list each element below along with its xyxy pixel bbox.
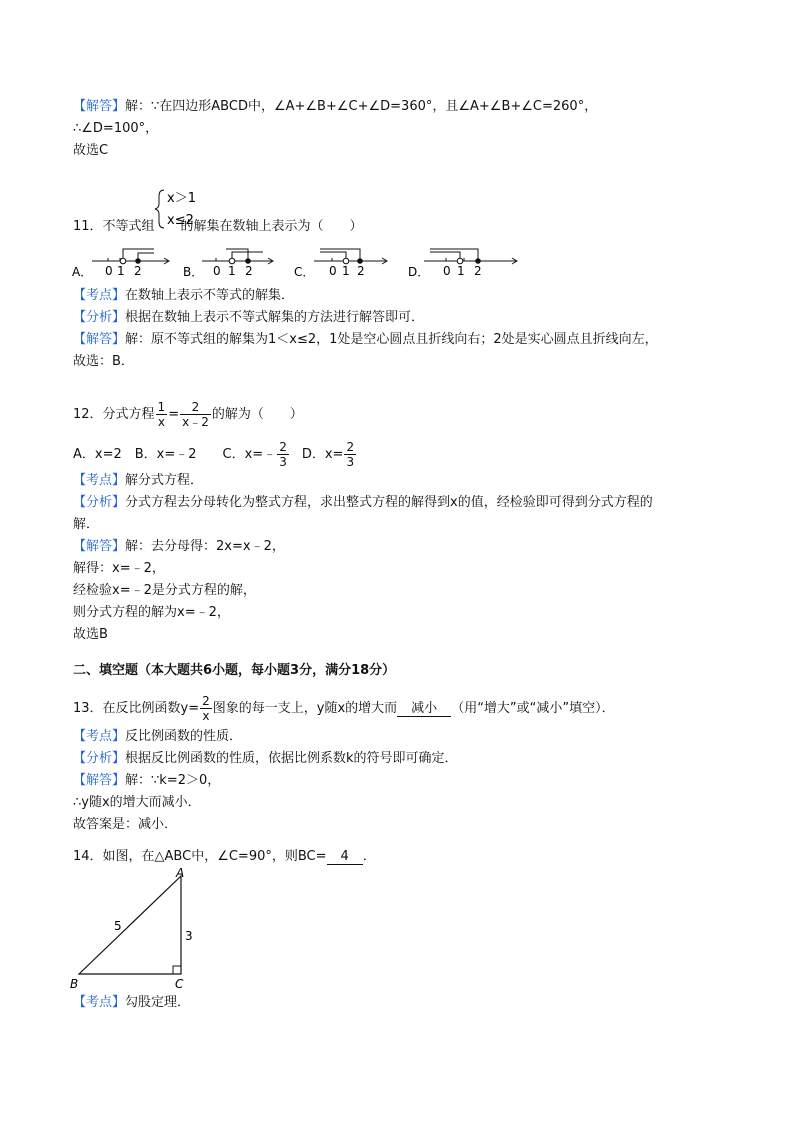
q10-conclusion: 故选C <box>73 143 109 158</box>
opt-d-fraction <box>344 440 356 469</box>
q11-conclusion: 故选：B． <box>73 354 134 369</box>
jieda-tag: 【解答】 <box>73 773 126 788</box>
q12-options <box>73 440 357 470</box>
q12-suffix: 的解为（ ） <box>211 407 303 422</box>
fenxi-tag: 【分析】 <box>73 310 126 325</box>
q12-conclusion: 故选B <box>73 627 108 642</box>
opt-d-den: 3 <box>346 455 355 469</box>
q12-step3: 经检验x=﹣2是分式方程的解， <box>73 583 256 598</box>
q13-step2: ∴y随x的增大而减小． <box>73 795 201 810</box>
q12-kaodian <box>73 472 203 490</box>
q11-question <box>73 218 363 236</box>
q12-kaodian-text: 解分式方程． <box>125 473 204 488</box>
tick-2: 2 <box>357 264 365 278</box>
q10-solution-line <box>73 98 597 116</box>
kaodian-tag: 【考点】 <box>73 473 126 488</box>
option-d[interactable] <box>408 249 517 279</box>
option-a-label: A． <box>72 265 93 279</box>
q11-kaodian <box>73 287 294 305</box>
tick-0: 0 <box>329 264 337 278</box>
tick-1: 1 <box>117 264 125 278</box>
q12-lhs-fraction <box>156 400 168 429</box>
section-heading: 二、填空题（本大题共6小题，每小题3分，满分18分） <box>73 663 396 678</box>
q11-kaodian-text: 在数轴上表示不等式的解集． <box>125 288 295 303</box>
lhs-den: x <box>157 415 165 429</box>
tick-1: 1 <box>342 264 350 278</box>
q10-solution-line2: ∴∠D=100°， <box>73 121 159 136</box>
q13-prefix: 13．在反比例函数y= <box>73 701 200 716</box>
q13-fraction <box>200 694 212 723</box>
option-d-label: D． <box>408 265 430 279</box>
q13-question <box>73 694 615 724</box>
tick-1: 1 <box>228 264 236 278</box>
tick-1: 1 <box>457 264 465 278</box>
q12-eq: = <box>168 407 180 422</box>
q11-prefix: 11．不等式组 <box>73 219 155 234</box>
q12-option-d[interactable]: D．x= <box>301 447 344 462</box>
fenxi-tag: 【分析】 <box>73 495 126 510</box>
inequality-system <box>154 186 214 232</box>
leg-length: 3 <box>185 929 193 943</box>
q14-question <box>73 848 376 866</box>
kaodian-tag: 【考点】 <box>73 729 126 744</box>
q13-jieda <box>73 772 220 790</box>
system-top: x＞1 <box>167 191 196 206</box>
q13-conclusion: 故答案是：减小． <box>73 817 178 832</box>
option-b-label: B． <box>183 265 204 279</box>
right-angle-mark <box>173 966 181 974</box>
q13-frac-den: x <box>202 709 210 723</box>
triangle-figure <box>68 866 198 992</box>
q13-kaodian <box>73 728 242 746</box>
q12-rhs-fraction <box>180 400 211 429</box>
q11-fenxi <box>73 309 424 327</box>
q12-options-ab[interactable]: A．x=2 B．x=﹣2 C．x=﹣ <box>73 447 277 462</box>
jieda-tag: 【解答】 <box>73 99 126 114</box>
kaodian-tag: 【考点】 <box>73 995 126 1010</box>
q14-kaodian-text: 勾股定理． <box>125 995 191 1010</box>
q11-suffix: 的解集在数轴上表示为（ ） <box>180 219 363 234</box>
q12-fenxi-cont: 解． <box>73 517 100 532</box>
option-c-label: C． <box>294 265 315 279</box>
vertex-a: A <box>176 866 185 880</box>
vertex-b: B <box>70 977 79 991</box>
tick-2: 2 <box>474 264 482 278</box>
opt-c-den: 3 <box>279 455 287 469</box>
opt-d-num: 2 <box>346 440 355 454</box>
opt-c-num: 2 <box>279 440 287 454</box>
q12-jieda <box>73 538 285 556</box>
tick-0: 0 <box>443 264 451 278</box>
tick-2: 2 <box>245 264 253 278</box>
q13-fenxi-text: 根据反比例函数的性质，依据比例系数k的符号即可确定． <box>125 751 458 766</box>
fenxi-tag: 【分析】 <box>73 751 126 766</box>
system-bottom: x≤2 <box>167 213 194 228</box>
jieda-tag: 【解答】 <box>73 539 126 554</box>
q11-fenxi-text: 根据在数轴上表示不等式解集的方法进行解答即可． <box>125 310 425 325</box>
q12-prefix: 12．分式方程 <box>73 407 155 422</box>
q13-mid: 图象的每一支上，y随x的增大而 <box>212 701 398 716</box>
hypotenuse-length: 5 <box>114 919 122 933</box>
q14-suffix: ． <box>362 849 376 864</box>
q12-jieda-text: 解：去分母得：2x=x﹣2， <box>125 539 285 554</box>
q12-fenxi <box>73 494 653 512</box>
q12-question <box>73 400 303 430</box>
option-c[interactable] <box>294 249 387 279</box>
q13-answer-blank[interactable]: 减小 <box>397 701 451 717</box>
tick-2: 2 <box>134 264 142 278</box>
rhs-num: 2 <box>180 400 211 415</box>
rhs-den: x﹣2 <box>182 415 209 429</box>
vertex-c: C <box>175 977 184 991</box>
opt-c-fraction <box>277 440 289 469</box>
q13-kaodian-text: 反比例函数的性质． <box>125 729 243 744</box>
kaodian-tag: 【考点】 <box>73 288 126 303</box>
q12-step2: 解得：x=﹣2， <box>73 561 165 576</box>
tick-0: 0 <box>213 264 221 278</box>
q11-options <box>68 244 528 280</box>
option-a[interactable] <box>72 249 169 279</box>
q13-suffix: （用“增大”或“减小”填空）． <box>451 701 615 716</box>
option-b[interactable] <box>183 249 273 279</box>
lhs-num: 1 <box>157 400 166 414</box>
q14-answer-blank[interactable]: 4 <box>327 849 363 865</box>
q14-kaodian <box>73 994 190 1012</box>
q12-fenxi-text: 分式方程去分母转化为整式方程，求出整式方程的解得到x的值，经检验即可得到分式方程的 <box>125 495 653 510</box>
q13-frac-num: 2 <box>202 694 210 708</box>
triangle-abc <box>79 876 181 974</box>
q12-step4: 则分式方程的解为x=﹣2， <box>73 605 230 620</box>
system-brace <box>155 190 164 228</box>
q11-jieda-text: 解：原不等式组的解集为1＜x≤2，1处是空心圆点且折线向右；2处是实心圆点且折线向左， <box>125 332 658 347</box>
q14-prefix: 14．如图，在△ABC中，∠C=90°，则BC= <box>73 849 327 864</box>
tick-0: 0 <box>105 264 113 278</box>
q13-fenxi <box>73 750 458 768</box>
jieda-tag: 【解答】 <box>73 332 126 347</box>
q11-jieda <box>73 331 658 349</box>
q10-solution-text: 解：∵在四边形ABCD中，∠A+∠B+∠C+∠D=360°，且∠A+∠B+∠C=260°， <box>125 99 598 114</box>
q13-jieda-text: 解：∵k=2＞0， <box>125 773 221 788</box>
